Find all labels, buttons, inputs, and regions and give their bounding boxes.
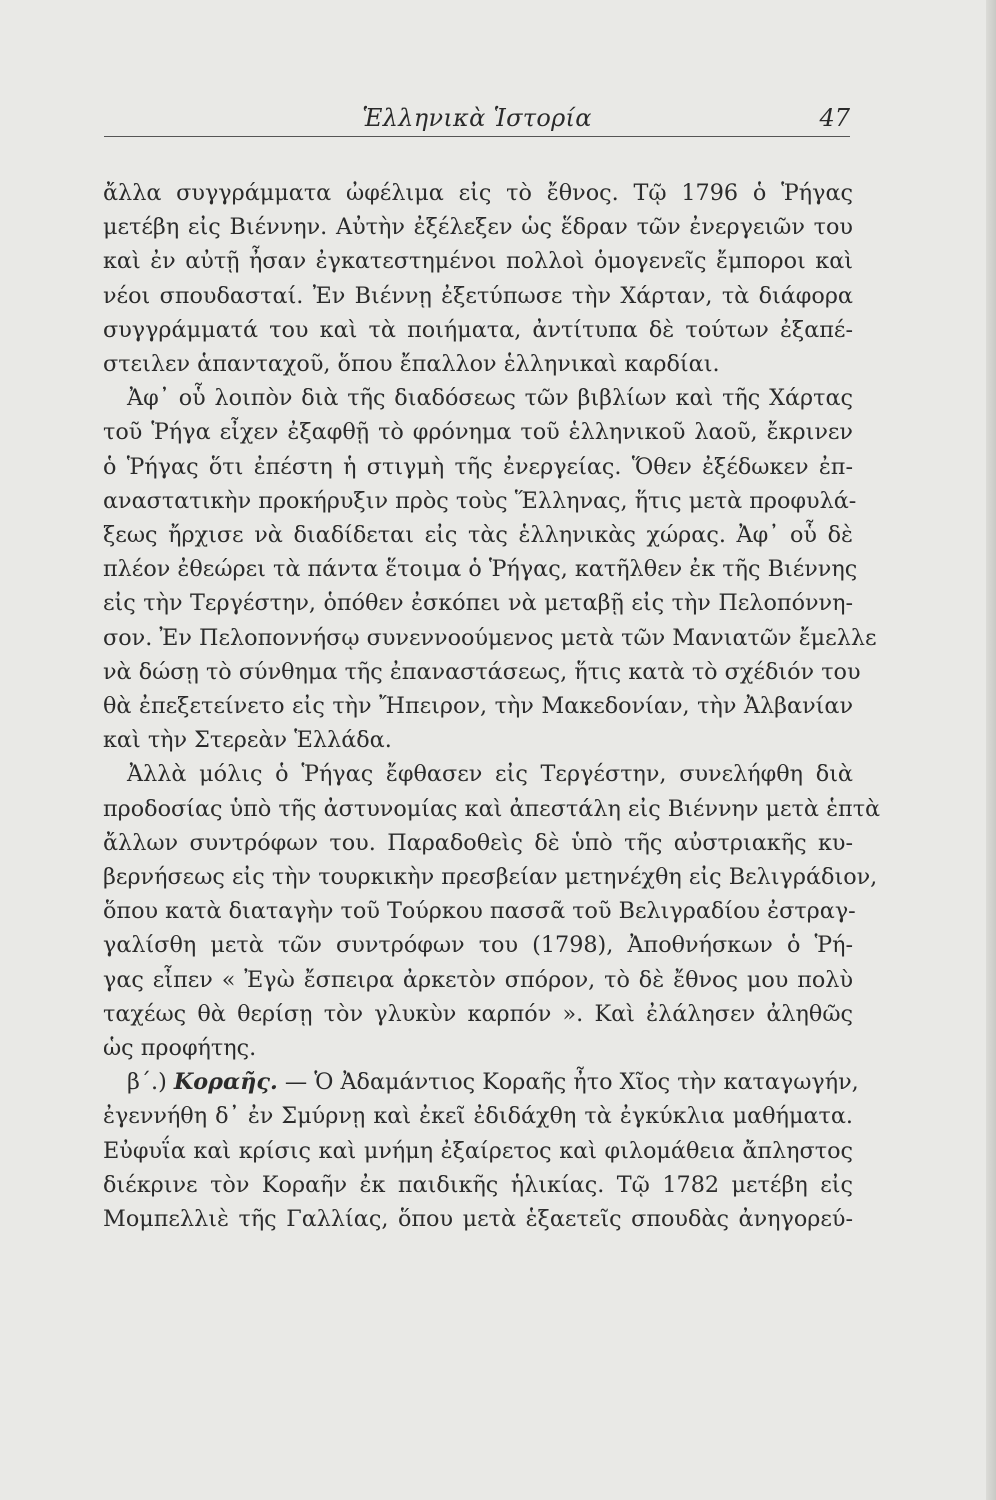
section-first-line-text: — Ὁ Ἀδαμάντιος Κοραῆς ἦτο Χῖος τὴν καταγωγήν, <box>284 1069 859 1096</box>
text-line: Μομπελλιὲ τῆς Γαλλίας, ὅπου μετὰ ἑξαετεῖς σπουδὰς ἀνηγορεύ- <box>103 1206 853 1233</box>
text-line: ὅπου κατὰ διαταγὴν τοῦ Τούρκου πασσᾶ τοῦ Βελιγραδίου ἐστραγ- <box>103 898 856 925</box>
text-line: ὁ Ῥήγας ὅτι ἐπέστη ἡ στιγμὴ τῆς ἐνεργείας. Ὅθεν ἐξέδωκεν ἐπ- <box>103 453 853 480</box>
text-line: πλέον ἐθεώρει τὰ πάντα ἕτοιμα ὁ Ῥήγας, κατῆλθεν ἐκ τῆς Βιέννης <box>103 556 858 583</box>
section-label: β΄.) <box>127 1069 167 1096</box>
text-line: ταχέως θὰ θερίσῃ τὸν γλυκὺν καρπόν ». Καὶ ἐλάλησεν ἀληθῶς <box>103 1000 853 1027</box>
text-line: στειλεν ἁπανταχοῦ, ὅπου ἔπαλλον ἑλληνικαὶ καρδίαι. <box>103 351 720 378</box>
text-line: γαλίσθη μετὰ τῶν συντρόφων του (1798), Ἀποθνήσκων ὁ Ῥή- <box>103 932 853 959</box>
running-title: Ἑλληνικὰ Ἱστορία <box>362 104 592 132</box>
text-line: αναστατικὴν προκήρυξιν πρὸς τοὺς Ἕλληνας, ἥτις μετὰ προφυλά- <box>103 487 857 514</box>
text-line: θὰ ἐπεξετείνετο εἰς τὴν Ἤπειρον, τὴν Μακεδονίαν, τὴν Ἀλβανίαν <box>103 693 853 720</box>
text-line: Ἀλλὰ μόλις ὁ Ῥήγας ἔφθασεν εἰς Τεργέστην, συνελήφθη διὰ <box>127 761 853 788</box>
paragraph-3 <box>103 757 881 1065</box>
text-line: ἄλλα συγγράμματα ὠφέλιμα εἰς τὸ ἔθνος. Τῷ 1796 ὁ Ῥήγας <box>103 180 853 206</box>
text-line: προδοσίας ὑπὸ τῆς ἀστυνομίας καὶ ἀπεστάλη εἰς Βιέννην μετὰ ἑπτὰ <box>103 795 881 822</box>
text-line: καὶ τὴν Στερεὰν Ἑλλάδα. <box>103 727 392 754</box>
text-line: ξεως ἤρχισε νὰ διαδίδεται εἰς τὰς ἑλληνικὰς χώρας. Ἀφ᾽ οὗ δὲ <box>103 522 853 549</box>
page-number: 47 <box>819 104 850 132</box>
text-line: βερνήσεως εἰς τὴν τουρκικὴν πρεσβείαν μετηνέχθη εἰς Βελιγράδιον, <box>103 864 878 891</box>
text-line: Εὐφυΐα καὶ κρίσις καὶ μνήμη ἐξαίρετος καὶ φιλομάθεια ἄπληστος <box>103 1137 853 1164</box>
text-line: ἄλλων συντρόφων του. Παραδοθεὶς δὲ ὑπὸ τῆς αὐστριακῆς κυ- <box>103 829 853 856</box>
text-line: Ἀφ᾽ οὗ λοιπὸν διὰ τῆς διαδόσεως τῶν βιβλίων καὶ τῆς Χάρτας <box>127 385 853 412</box>
text-line: νὰ δώσῃ τὸ σύνθημα τῆς ἐπαναστάσεως, ἥτις κατὰ τὸ σχέδιόν του <box>103 658 861 685</box>
section-first-line <box>103 1065 859 1099</box>
text-line: ἐγεννήθη δ᾽ ἐν Σμύρνῃ καὶ ἐκεῖ ἐδιδάχθη τὰ ἐγκύκλια μαθήματα. <box>103 1103 853 1130</box>
text-line: νέοι σπουδασταί. Ἐν Βιέννῃ ἐξετύπωσε τὴν Χάρταν, τὰ διάφορα <box>103 282 853 309</box>
text-line: καὶ ἐν αὐτῇ ἦσαν ἐγκατεστημένοι πολλοὶ ὁμογενεῖς ἔμποροι καὶ <box>103 248 853 275</box>
text-line: εἰς τὴν Τεργέστην, ὁπόθεν ἐσκόπει νὰ μεταβῇ εἰς τὴν Πελοπόννη- <box>103 590 853 617</box>
text-line: γας εἶπεν « Ἐγὼ ἔσπειρα ἀρκετὸν σπόρον, τὸ δὲ ἔθνος μου πολὺ <box>103 966 853 993</box>
page-edge-shadow <box>986 0 996 1500</box>
page-header <box>104 96 850 137</box>
paragraph-4 <box>103 1065 859 1236</box>
text-line: συγγράμματά του καὶ τὰ ποιήματα, ἀντίτυπα δὲ τούτων ἐξαπέ- <box>103 316 853 343</box>
text-line: μετέβη εἰς Βιέννην. Αὐτὴν ἐξέλεξεν ὡς ἕδραν τῶν ἐνεργειῶν του <box>103 214 853 241</box>
text-line: διέκρινε τὸν Κοραῆν ἐκ παιδικῆς ἡλικίας. Τῷ 1782 μετέβη εἰς <box>103 1171 853 1198</box>
body-text <box>103 176 881 1236</box>
paragraph-1 <box>103 176 853 381</box>
text-line: ὡς προφήτης. <box>103 1035 257 1062</box>
text-line: σον. Ἐν Πελοποννήσῳ συνεννοούμενος μετὰ τῶν Μανιατῶν ἔμελλε <box>103 624 877 651</box>
text-line: τοῦ Ῥήγα εἶχεν ἐξαφθῇ τὸ φρόνημα τοῦ ἑλληνικοῦ λαοῦ, ἔκρινεν <box>103 419 853 446</box>
section-heading: Κοραῆς. <box>173 1069 278 1096</box>
paragraph-2 <box>103 381 877 757</box>
